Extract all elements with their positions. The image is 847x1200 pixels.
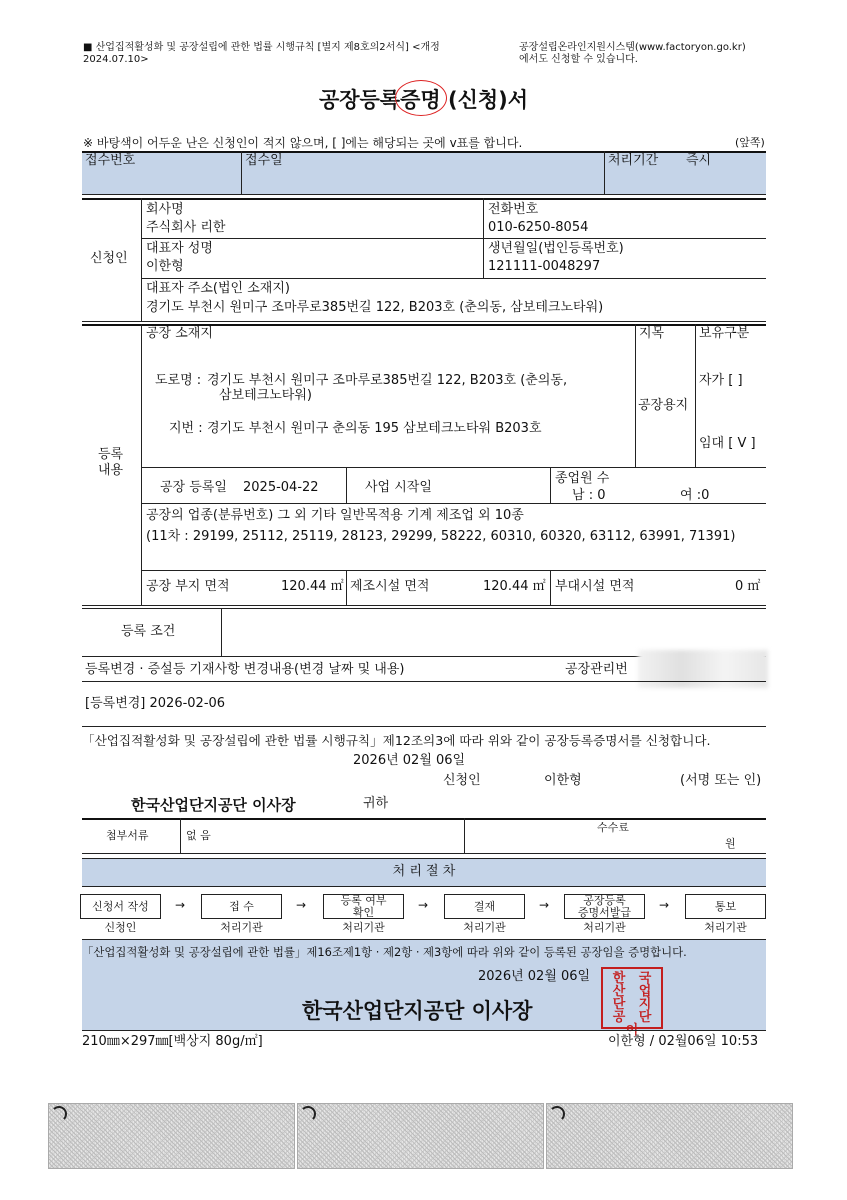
receipt-number-label: 접수번호: [85, 153, 136, 168]
redacted-area: [638, 650, 768, 688]
recipient-name: 한국산업단지공단 이사장: [131, 796, 296, 814]
security-pattern-3: [546, 1103, 793, 1169]
procedure-title: 처 리 절 차: [392, 864, 456, 879]
page-side-label: (앞쪽): [735, 136, 765, 149]
lot-address-label: 지번 :: [169, 421, 203, 436]
company-name-label: 회사명: [146, 202, 184, 217]
mfg-area-label: 제조시설 면적: [350, 579, 430, 594]
representative-value: 이한형: [146, 259, 184, 274]
ownership-lease-option: 임대 [ V ]: [699, 436, 756, 451]
aux-area-value: 0 ㎡: [735, 579, 761, 594]
road-address-line1: 경기도 부천시 원미구 조마루로385번길 122, B203호 (춘의동,: [207, 373, 568, 388]
applicant-sign-name: 이한형: [544, 773, 582, 788]
procedure-title-bar: [82, 858, 766, 886]
land-category-label: 지목: [639, 326, 665, 341]
attachments-value: 없 음: [186, 829, 211, 842]
attachments-label: 첨부서류: [106, 829, 149, 842]
representative-label: 대표자 성명: [146, 241, 213, 256]
location-label: 공장 소재지: [146, 326, 213, 341]
employees-female: 여 :0: [680, 488, 710, 503]
registration-label-1: 등록: [98, 447, 124, 462]
procedure-step-4-actor: 처리기관: [463, 921, 506, 934]
conditions-label: 등록 조건: [121, 624, 176, 639]
phone-value: 010-6250-8054: [488, 220, 589, 235]
paper-spec: 210㎜×297㎜[백상지 80g/㎡]: [82, 1034, 263, 1049]
recipient-suffix: 귀하: [363, 796, 389, 811]
red-circle-mark: [395, 80, 447, 116]
processing-period-label: 처리기간: [608, 153, 659, 168]
applicant-section-label: 신청인: [90, 251, 128, 266]
application-date: 2026년 02월 06일: [353, 753, 466, 768]
procedure-step-1-actor: 신청인: [104, 921, 137, 934]
land-category-value: 공장용지: [638, 398, 689, 413]
processing-period-value: 즉시: [686, 153, 712, 168]
certification-date: 2026년 02월 06일: [478, 969, 591, 984]
registration-date-label: 공장 등록일: [160, 480, 227, 495]
procedure-step-3-actor: 처리기관: [342, 921, 385, 934]
arrow-icon: →: [296, 898, 307, 912]
arrow-icon: →: [175, 898, 186, 912]
certification-org: 한국산업단지공단 이사장: [302, 999, 533, 1023]
certification-text: 「산업집적활성화 및 공장설립에 관한 법률」제16조제1항 · 제2항 · 제3항에 따라 위와 같이 등록된 공장임을 증명합니다.: [82, 945, 687, 959]
lot-address-value: 경기도 부천시 원미구 춘의동 195 삼보테크노타워 B203호: [207, 421, 542, 436]
road-address-line2: 삼보테크노타워): [219, 388, 312, 403]
employees-label: 종업원 수: [555, 471, 610, 486]
site-area-value: 120.44 ㎡: [281, 579, 344, 594]
industry-line2: (11차 : 29199, 25112, 25119, 28123, 29299, 58222, 60310, 60320, 63112, 63991, 71391): [146, 529, 736, 544]
road-address-label: 도로명 :: [155, 373, 202, 388]
receipt-row: [82, 151, 766, 194]
changes-label: 등록변경 · 증설등 기재사항 변경내용(변경 날짜 및 내용): [85, 662, 405, 677]
procedure-step-1: 신청서 작성: [80, 894, 161, 919]
factory-manager-label: 공장관리번: [565, 662, 628, 677]
mfg-area-value: 120.44 ㎡: [483, 579, 546, 594]
procedure-step-3: 등록 여부 확인: [323, 894, 404, 919]
fee-label: 수수료: [597, 821, 629, 834]
address-value: 경기도 부천시 원미구 조마루로385번길 122, B203호 (춘의동, 삼보테크노타워): [146, 300, 604, 315]
aux-area-label: 부대시설 면적: [555, 579, 635, 594]
procedure-step-2: 접 수: [201, 894, 282, 919]
company-name-value: 주식회사 리한: [146, 220, 226, 235]
procedure-step-5-actor: 처리기관: [583, 921, 626, 934]
form-regulation-line1: ■ 산업집적활성화 및 공장설립에 관한 법률 시행규칙 [별지 제8호의2서식] <개정: [83, 42, 440, 53]
address-label: 대표자 주소(법인 소재지): [146, 281, 290, 296]
site-area-label: 공장 부지 면적: [146, 579, 230, 594]
arrow-icon: →: [659, 898, 670, 912]
birth-regno-value: 121111-0048297: [488, 259, 601, 274]
industry-line1: 공장의 업종(분류번호) 그 외 기타 일반목적용 기계 제조업 외 10종: [146, 508, 524, 523]
fee-unit: 원: [725, 837, 736, 850]
procedure-step-5: 공장등록 증명서발급: [564, 894, 645, 919]
arrow-icon: →: [418, 898, 429, 912]
security-pattern-1: [48, 1103, 295, 1169]
ownership-own-option: 자가 [ ]: [699, 373, 743, 388]
registration-date-value: 2025-04-22: [243, 480, 319, 495]
applicant-sign-label: 신청인: [443, 773, 481, 788]
procedure-step-4: 결재: [444, 894, 525, 919]
procedure-step-6-actor: 처리기관: [704, 921, 747, 934]
application-statement: 「산업집적활성화 및 공장설립에 관한 법률 시행규칙」제12조의3에 따라 위와 같이 공장등록증명서를 신청합니다.: [82, 733, 711, 748]
birth-regno-label: 생년월일(법인등록번호): [488, 241, 624, 256]
page-title: 공장등록증명 (신청)서: [318, 88, 529, 112]
instruction-note: ※ 바탕색이 어두운 난은 신청인이 적지 않으며, [ ]에는 해당되는 곳에 v표를 합니다.: [83, 136, 523, 150]
employees-male: 남 : 0: [572, 488, 606, 503]
procedure-step-6: 통보: [685, 894, 766, 919]
ownership-label: 보유구분: [699, 326, 750, 341]
change-entry: [등록변경] 2026-02-06: [85, 696, 226, 711]
form-regulation-line2: 2024.07.10>: [83, 54, 149, 65]
online-system-line1: 공장설립온라인지원시스템(www.factoryon.go.kr): [519, 42, 746, 53]
registration-label-2: 내용: [98, 463, 124, 478]
receipt-date-label: 접수일: [245, 153, 283, 168]
online-system-line2: 에서도 신청할 수 있습니다.: [519, 54, 638, 65]
official-seal: 한 국 산 업 단 지 공 단 이: [601, 967, 663, 1029]
sign-hint: (서명 또는 인): [680, 773, 762, 788]
print-info: 이한형 / 02월06일 10:53: [608, 1034, 759, 1049]
security-pattern-2: [297, 1103, 544, 1169]
phone-label: 전화번호: [488, 202, 539, 217]
business-start-label: 사업 시작일: [365, 480, 432, 495]
procedure-step-2-actor: 처리기관: [220, 921, 263, 934]
arrow-icon: →: [539, 898, 550, 912]
